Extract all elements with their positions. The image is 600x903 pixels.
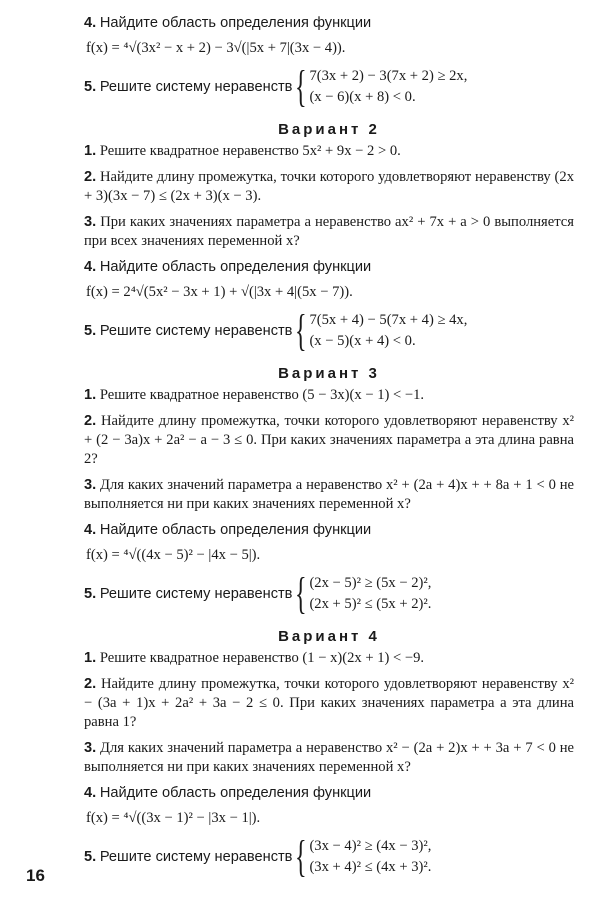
v3-q1 [84, 386, 574, 405]
q-number: 5. [84, 323, 97, 339]
q-number: 5. [84, 586, 97, 602]
system-line: (x − 6)(x + 8) < 0. [309, 89, 416, 105]
page-content [84, 14, 574, 879]
q-number: 2. [84, 169, 97, 185]
system-line: (2x + 5)² ≤ (5x + 2)². [309, 596, 432, 612]
system-lines [309, 310, 467, 352]
q-title: Решите систему неравенств [99, 79, 293, 95]
system-line: (2x − 5)² ≥ (5x − 2)², [309, 575, 432, 591]
system-line: 7(5x + 4) − 5(7x + 4) ≥ 4x, [309, 312, 468, 328]
q-number: 1. [84, 650, 97, 666]
q-text: Найдите длину промежутка, точки которого удовлетворяют неравенству (2x + 3)(3x − 7) ≤ (2x + 3)(x − 3). [84, 169, 574, 204]
q-title: Решите систему неравенств [99, 323, 293, 339]
top-q4-formula: f(x) = ⁴√(3x² − x + 2) − 3√(|5x + 7|(3x − 4)). [86, 40, 346, 56]
q-number: 4. [84, 259, 97, 275]
q-text: Решите квадратное неравенство (1 − x)(2x + 1) < −9. [99, 650, 425, 666]
q-number: 4. [84, 522, 97, 538]
q-title: Решите систему неравенств [99, 849, 293, 865]
q-number: 3. [84, 740, 97, 756]
v3-q4 [84, 521, 574, 540]
system-line: (x − 5)(x + 4) < 0. [309, 333, 416, 349]
q-text: Решите квадратное неравенство (5 − 3x)(x − 1) < −1. [99, 387, 425, 403]
q-number: 5. [84, 849, 97, 865]
v4-q3 [84, 739, 574, 777]
q-number: 3. [84, 477, 97, 493]
top-q4 [84, 14, 574, 33]
v2-q4-formula: f(x) = 2⁴√(5x² − 3x + 1) + √(|3x + 4|(5x − 7)). [86, 284, 353, 300]
system-line: 7(3x + 2) − 3(7x + 2) ≥ 2x, [309, 68, 468, 84]
q-text: Найдите длину промежутка, точки которого удовлетворяют неравенству x² + (2 − 3a)x + 2a² − a − 3 ≤ 0. При каких значениях параметра a эта длина равна 2? [84, 413, 575, 467]
v4-q2 [84, 675, 574, 732]
system-line: (3x + 4)² ≤ (4x + 3)². [309, 859, 432, 875]
q-title: Найдите область определения функции [99, 259, 372, 275]
v2-q5 [84, 306, 574, 355]
top-q5 [84, 62, 574, 111]
v4-q4-formula: f(x) = ⁴√((3x − 1)² − |3x − 1|). [86, 810, 261, 826]
system-lines [309, 836, 431, 878]
v2-q1 [84, 142, 574, 161]
system-lines [309, 573, 431, 615]
brace: { [295, 832, 308, 881]
q-number: 3. [84, 214, 97, 230]
q-number: 4. [84, 785, 97, 801]
q-text: При каких значениях параметра a неравенство ax² + 7x + a > 0 выполняется при всех значениях переменной x? [84, 214, 574, 249]
q-number: 1. [84, 143, 97, 159]
v2-q2 [84, 168, 574, 206]
page-number: 16 [26, 866, 45, 885]
system-lines [309, 66, 467, 108]
q-number: 5. [84, 79, 97, 95]
variant-title: Вариант 4 [278, 628, 380, 645]
v4-q5 [84, 832, 574, 881]
v3-q5 [84, 569, 574, 618]
brace: { [295, 569, 308, 618]
q-title: Найдите область определения функции [99, 15, 372, 31]
variant-title: Вариант 2 [278, 121, 380, 138]
system-line: (3x − 4)² ≥ (4x − 3)², [309, 838, 432, 854]
variant-title: Вариант 3 [278, 365, 380, 382]
brace: { [295, 62, 308, 111]
v3-q4-formula: f(x) = ⁴√((4x − 5)² − |4x − 5|). [86, 547, 261, 563]
v2-q4 [84, 258, 574, 277]
q-title: Найдите область определения функции [99, 522, 372, 538]
v3-q3 [84, 476, 574, 514]
q-number: 1. [84, 387, 97, 403]
brace: { [295, 306, 308, 355]
q-number: 4. [84, 15, 97, 31]
v3-q2 [84, 412, 574, 469]
q-title: Решите систему неравенств [99, 586, 293, 602]
q-number: 2. [84, 676, 97, 692]
q-text: Для каких значений параметра a неравенство x² − (2a + 2)x + + 3a + 7 < 0 не выполняется ни при каких значениях переменной x? [84, 740, 574, 775]
q-number: 2. [84, 413, 97, 429]
v2-q3 [84, 213, 574, 251]
q-title: Найдите область определения функции [99, 785, 372, 801]
q-text: Решите квадратное неравенство 5x² + 9x − 2 > 0. [99, 143, 401, 159]
v4-q1 [84, 649, 574, 668]
q-text: Для каких значений параметра a неравенство x² + (2a + 4)x + + 8a + 1 < 0 не выполняется ни при каких значениях переменной x? [84, 477, 574, 512]
v4-q4 [84, 784, 574, 803]
q-text: Найдите длину промежутка, точки которого удовлетворяют неравенству x² − (3a + 1)x + 2a² + 3a − 2 ≤ 0. При каких значениях параметра a эта длина равна 1? [84, 676, 575, 730]
